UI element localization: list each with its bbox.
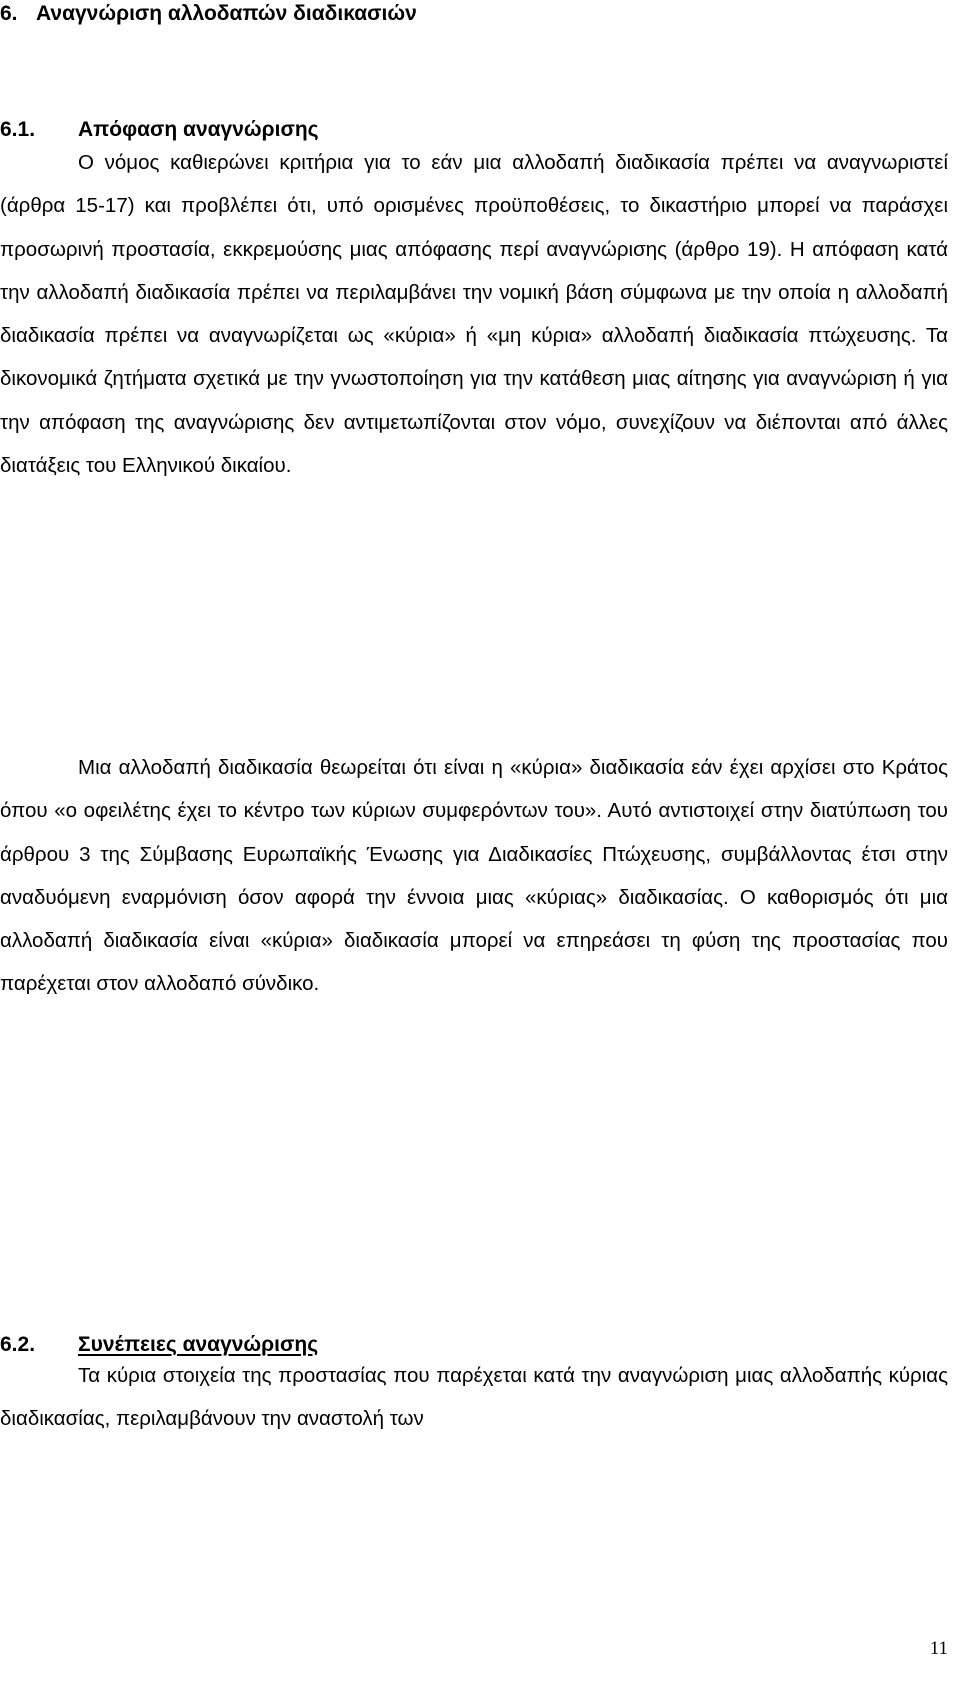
chapter-title: Αναγνώριση αλλοδαπών διαδικασιών bbox=[36, 2, 417, 25]
section-title: Απόφαση αναγνώρισης bbox=[78, 118, 319, 141]
section-title: Συνέπειες αναγνώρισης bbox=[78, 1333, 319, 1356]
chapter-heading bbox=[0, 2, 417, 26]
paragraph: Ο νόμος καθιερώνει κριτήρια για το εάν μια αλλοδαπή διαδικασία πρέπει να αναγνωριστεί (άρθρα 15-17) και προβλέπει ότι, υπό ορισμένες προϋποθέσεις, το δικαστήριο μπορεί να παράσχει προσωρινή προστασία, εκκρεμούσης μιας απόφασης περί αναγνώρισης (άρθρο 19). Η απόφαση κατά την αλλοδαπή διαδικασία πρέπει να περιλαμβάνει την νομική βάση σύμφωνα με την οποία η αλλοδαπή διαδικασία πρέπει να αναγνωρίζεται ως «κύρια» ή «μη κύρια» αλλοδαπή διαδικασία πτώχευσης. Τα δικονομικά ζητήματα σχετικά με την γνωστοποίηση για την κατάθεση μιας αίτησης για αναγνώριση ή για την απόφαση της αναγνώρισης δεν αντιμετωπίζονται στον νόμο, συνεχίζουν να διέπονται από άλλες διατάξεις του Ελληνικού δικαίου. bbox=[0, 151, 948, 478]
paragraph: Τα κύρια στοιχεία της προστασίας που παρέχεται κατά την αναγνώριση μιας αλλοδαπής κύριας διαδικασίας, περιλαμβάνουν την αναστολή των bbox=[0, 1364, 948, 1431]
section-number: 6.2. bbox=[0, 1333, 36, 1356]
page-number: 11 bbox=[929, 1638, 948, 1659]
paragraph: Μια αλλοδαπή διαδικασία θεωρείται ότι είναι η «κύρια» διαδικασία εάν έχει αρχίσει στο Κράτος όπου «ο οφειλέτης έχει το κέντρο των κύριων συμφερόντων του». Αυτό αντιστοιχεί στην διατύπωση του άρθρου 3 της Σύμβασης Ευρωπαϊκής Ένωσης για Διαδικασίες Πτώχευσης, συμβάλλοντας έτσι στην αναδυόμενη εναρμόνιση όσον αφορά την έννοια μιας «κύριας» διαδικασίας. Ο καθορισμός ότι μια αλλοδαπή διαδικασία είναι «κύρια» διαδικασία μπορεί να επηρεάσει τη φύση της προστασίας που παρέχεται στον αλλοδαπό σύνδικο. bbox=[0, 756, 948, 996]
section-number: 6.1. bbox=[0, 118, 36, 141]
chapter-number: 6. bbox=[0, 2, 18, 25]
